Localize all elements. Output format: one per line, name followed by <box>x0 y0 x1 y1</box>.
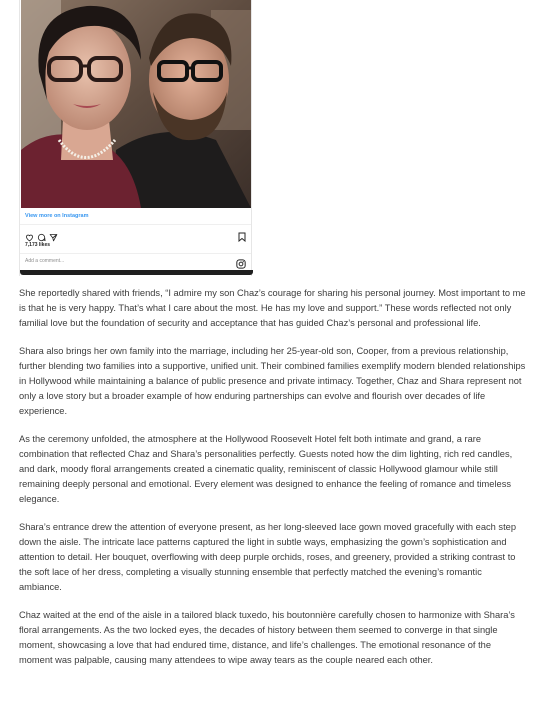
heart-icon[interactable] <box>25 229 34 238</box>
article-paragraph: She reportedly shared with friends, “I admire my son Chaz’s courage for sharing his personal journey. Most important to me is that he is very happy. That’s what I care about the most. He has my love and support.” These words reflected not only familial love but the foundation of security and acceptance that has guided Chaz’s personal and professional life. <box>19 288 526 328</box>
embed-bottom-bar <box>20 270 253 275</box>
article-paragraph: As the ceremony unfolded, the atmosphere at the Hollywood Roosevelt Hotel felt both intimate and grand, a rare combination that reflected Chaz and Shara’s personalities perfectly. Guests noted how the dim lighting, rich red candles, and dark, moody floral arrangements created a cinematic quality, reminiscent of classic Hollywood glamour while still remaining deeply personal and emotional. Every element was designed to enhance the feeling of romance and timeless elegance. <box>19 434 513 504</box>
comment-icon[interactable] <box>37 229 46 238</box>
embed-divider <box>20 253 251 254</box>
article-paragraph: Shara also brings her own family into the marriage, including her 25-year-old son, Cooper, from a previous relationship, further blending two families into a supportive, unified unit. Their combined families exemplify modern blended relationships in Hollywood while maintaining a balance of public presence and private intimacy. Together, Chaz and Shara represent not only a love story but a broader example of how enduring partnerships can evolve and flourish over decades of life experience. <box>19 346 526 416</box>
article-paragraph: Chaz waited at the end of the aisle in a tailored black tuxedo, his boutonnière carefully chosen to harmonize with Shara’s floral arrangements. As the two locked eyes, the decades of history between them seemed to converge in that single moment, showcasing a love that had endured time, distance, and life’s challenges. The emotional resonance of the moment was palpable, causing many attendees to wipe away tears as the couple neared each other. <box>19 610 515 665</box>
article-body <box>19 286 527 681</box>
instagram-embed <box>19 0 252 276</box>
article-paragraph: Shara’s entrance drew the attention of everyone present, as her long-sleeved lace gown moved gracefully with each step down the aisle. The intricate lace patterns captured the light in subtle ways, emphasizing the gown’s sophistication and attention to detail. Her bouquet, overflowing with deep purple orchids, roses, and greenery, provided a striking contrast to the soft lace of her dress, completing a visually stunning ensemble that perfectly matched the evening’s romantic ambiance. <box>19 522 516 592</box>
view-more-on-instagram-link[interactable]: View more on Instagram <box>25 213 89 219</box>
instagram-photo[interactable] <box>21 0 251 208</box>
share-icon[interactable] <box>49 229 58 238</box>
couple-photo-illustration <box>21 0 251 208</box>
instagram-action-bar <box>25 229 58 239</box>
instagram-logo-icon[interactable] <box>236 256 246 266</box>
bookmark-icon[interactable] <box>238 229 246 239</box>
likes-count: 7,173 likes <box>25 242 51 248</box>
add-comment-input[interactable]: Add a comment... <box>25 258 65 264</box>
embed-divider <box>20 224 251 225</box>
